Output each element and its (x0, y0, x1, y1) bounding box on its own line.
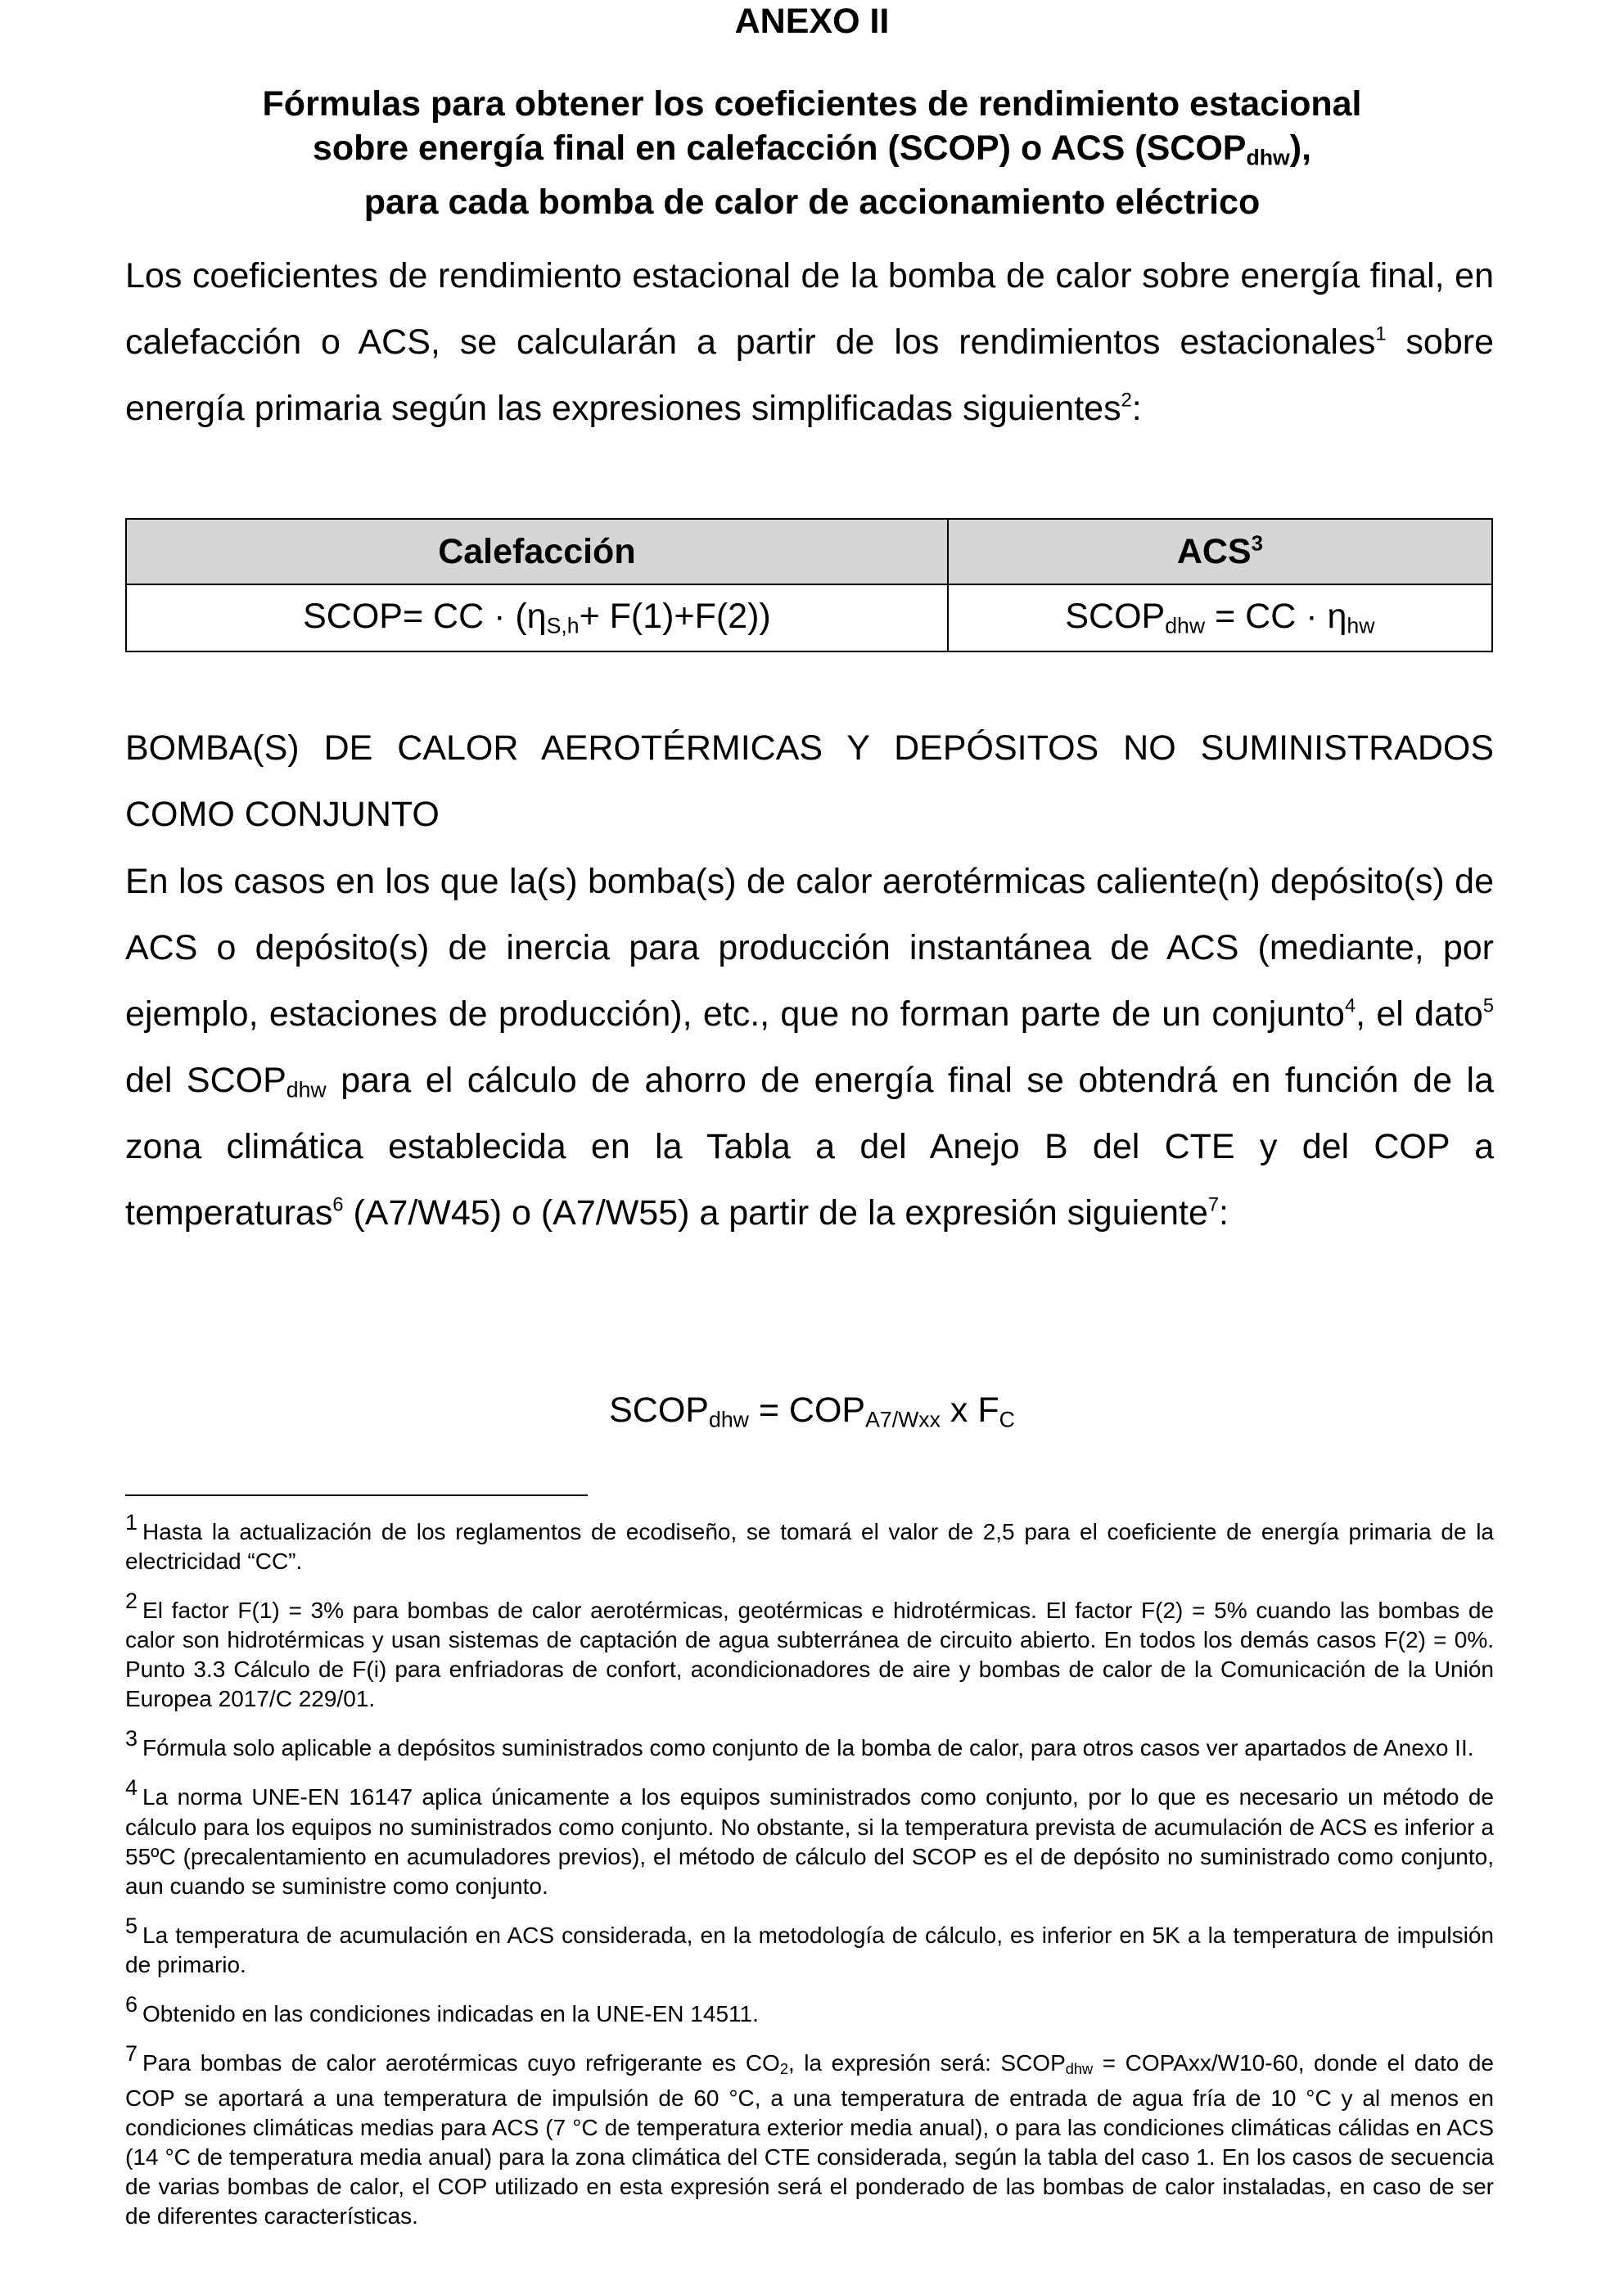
footnote-text: El factor F(1) = 3% para bombas de calor aerotérmicas, geotérmicas e hidrotérmicas. El factor F(2) = 5% cuando las bombas de calor son hidrotérmicas y usan sistemas de captación de agua subterránea de circuito abierto. En todos los demás casos F(2) = 0%. Punto 3.3 Cálculo de F(i) para enfriadoras de confort, acondicionadores de aire y bombas de calor de la Comunicación de la Unión Europea 2017/C 229/01. (125, 1598, 1494, 1712)
footnote-ref-1[interactable]: 1 (1375, 323, 1387, 345)
footnote-text: La norma UNE-EN 16147 aplica únicamente a los equipos suministrados como conjunto, por lo que es necesario un método de cálculo para los equipos no suministrados como conjunto. No obstante, si la temperatura prevista de acumulación de ACS es inferior a 55ºC (precalentamiento en acumuladores previos), el método de cálculo del SCOP es el de depósito no suministrado como conjunto, aun cuando se suministre como conjunto. (125, 1784, 1494, 1899)
footnote-number: 4 (125, 1775, 138, 1801)
footnote-number: 7 (125, 2040, 138, 2066)
formula-eq: = COP (748, 1391, 866, 1430)
subtitle-line-2-end: ), (1289, 128, 1312, 168)
subtitle-dhw-subscript: dhw (1246, 145, 1290, 170)
formula-scop: SCOP (609, 1391, 709, 1430)
body-text-e: (A7/W45) o (A7/W55) a partir de la expresión siguiente (343, 1193, 1208, 1233)
subtitle-line-2 (0, 126, 1624, 180)
footnote-1 (125, 1508, 1494, 1576)
footnote-ref-7[interactable]: 7 (1207, 1194, 1220, 1216)
section-heading: BOMBA(S) DE CALOR AEROTÉRMICAS Y DEPÓSITOS NO SUMINISTRADOS COMO CONJUNTO (125, 728, 1494, 834)
footnote-text: Hasta la actualización de los reglamentos de ecodiseño, se tomará el valor de 2,5 para el coeficiente de energía primaria de la electricidad “CC”. (125, 1519, 1494, 1575)
formula-left-post: + F(1)+F(2)) (579, 597, 771, 637)
formula-right-pre: SCOP (1065, 597, 1166, 637)
footnote-text: Obtenido en las condiciones indicadas en la UNE-EN 14511. (142, 2000, 759, 2026)
subtitle-line-2-text: sobre energía final en calefacción (SCOP) o ACS (SCOP (312, 128, 1247, 168)
formula-right-mid: = CC · η (1205, 597, 1347, 637)
footnote-text-c: = COPAxx/W10-60, donde el dato de COP se aportará a una temperatura de impulsión de 60 °C, a una temperatura de entrada de agua fría de 10 °C y al menos en condiciones climáticas medias para ACS (7 °C de temperatura exterior media anual), o para las condiciones climáticas cálidas en ACS (14 °C de temperatura media anual) para la zona climática del CTE considerada, según la tabla del caso 1. En los casos de secuencia de varias bombas de calor, el COP utilizado en esta expresión será el ponderado de las bombas de calor instaladas, en caso de ser de diferentes características. (125, 2049, 1495, 2229)
formula-f-sub: C (999, 1407, 1015, 1432)
footnote-3 (125, 1724, 1494, 1763)
footnote-ref-6[interactable]: 6 (332, 1194, 344, 1216)
footnote-ref-4[interactable]: 4 (1344, 995, 1356, 1017)
body-paragraph (125, 849, 1494, 1246)
footnote-number: 3 (125, 1726, 138, 1751)
footnote-7 (125, 2039, 1494, 2231)
formula-right-sub1: dhw (1165, 613, 1206, 638)
intro-text-c: : (1131, 389, 1142, 428)
footnote-number: 6 (125, 1991, 138, 2017)
header-calefaccion: Calefacción (126, 519, 948, 584)
footnote-ref-2[interactable]: 2 (1121, 390, 1132, 412)
header-acs (948, 519, 1492, 584)
annex-subtitle (0, 82, 1624, 224)
subtitle-line-1: Fórmulas para obtener los coeficientes de rendimiento estacional (262, 84, 1362, 124)
footnote-number: 1 (125, 1510, 138, 1535)
footnote-separator (125, 1494, 588, 1496)
formula-table (125, 518, 1493, 652)
body-text-b: , el dato (1356, 994, 1483, 1034)
formula-left-sub: S,h (546, 613, 580, 638)
body-text-a: En los casos en los que la(s) bomba(s) de calor aerotérmicas caliente(n) depósito(s) de ACS o depósito(s) de inercia para producción instantánea de ACS (mediante, por ejemplo, estaciones de producción), etc., que no forman parte de un conjunto (125, 862, 1494, 1034)
co2-subscript: 2 (779, 2060, 788, 2077)
formula-scop-dhw (948, 584, 1492, 651)
footnote-number: 2 (125, 1589, 138, 1614)
formula-left-pre: SCOP= CC · (η (303, 597, 547, 637)
intro-text-b: sobre energía primaria según las expresiones simplificadas siguientes (125, 322, 1494, 428)
footnote-6 (125, 1990, 1494, 2029)
footnote-text: La temperatura de acumulación en ACS considerada, en la metodología de cálculo, es inferior en 5K a la temperatura de impulsión de primario. (125, 1922, 1494, 1977)
footnote-4 (125, 1773, 1494, 1900)
formula-scop-sub: dhw (709, 1407, 749, 1432)
header-acs-label: ACS (1176, 531, 1252, 571)
footnote-ref-3[interactable]: 3 (1251, 532, 1263, 556)
formula-times: x F (940, 1391, 999, 1430)
footnotes (125, 1508, 1494, 2241)
footnote-ref-5[interactable]: 5 (1482, 995, 1495, 1017)
dhw-subscript: dhw (1065, 2060, 1094, 2077)
body-dhw-subscript: dhw (286, 1077, 327, 1102)
body-text-f: : (1219, 1193, 1229, 1233)
footnote-text-b: , la expresión será: SCOP (787, 2049, 1066, 2076)
body-text-c: del SCOP (125, 1061, 286, 1100)
footnote-text-a: Para bombas de calor aerotérmicas cuyo refrigerante es CO (142, 2049, 780, 2076)
body-text-d: para el cálculo de ahorro de energía final se obtendrá en función de la zona climática establecida en la Tabla a del Anejo B del CTE y del COP a temperaturas (125, 1061, 1494, 1233)
table-header-row (126, 519, 1492, 584)
footnote-number: 5 (125, 1913, 138, 1938)
footnote-2 (125, 1586, 1494, 1714)
table-row (126, 584, 1492, 651)
scop-dhw-formula (0, 1386, 1624, 1445)
intro-text-a: Los coeficientes de rendimiento estacional de la bomba de calor sobre energía final, en calefacción o ACS, se calcularán a partir de los rendimientos estacionales (125, 256, 1494, 362)
formula-right-sub2: hw (1347, 613, 1375, 638)
footnote-text: Fórmula solo aplicable a depósitos suministrados como conjunto de la bomba de calor, para otros casos ver apartados de Anexo II. (142, 1735, 1474, 1761)
annex-title: ANEXO II (734, 2, 890, 41)
formula-scop-heating (126, 584, 948, 651)
formula-cop-sub: A7/Wxx (865, 1407, 941, 1432)
footnote-5 (125, 1911, 1494, 1980)
intro-paragraph (125, 243, 1494, 442)
subtitle-line-3: para cada bomba de calor de accionamiento eléctrico (363, 182, 1261, 222)
